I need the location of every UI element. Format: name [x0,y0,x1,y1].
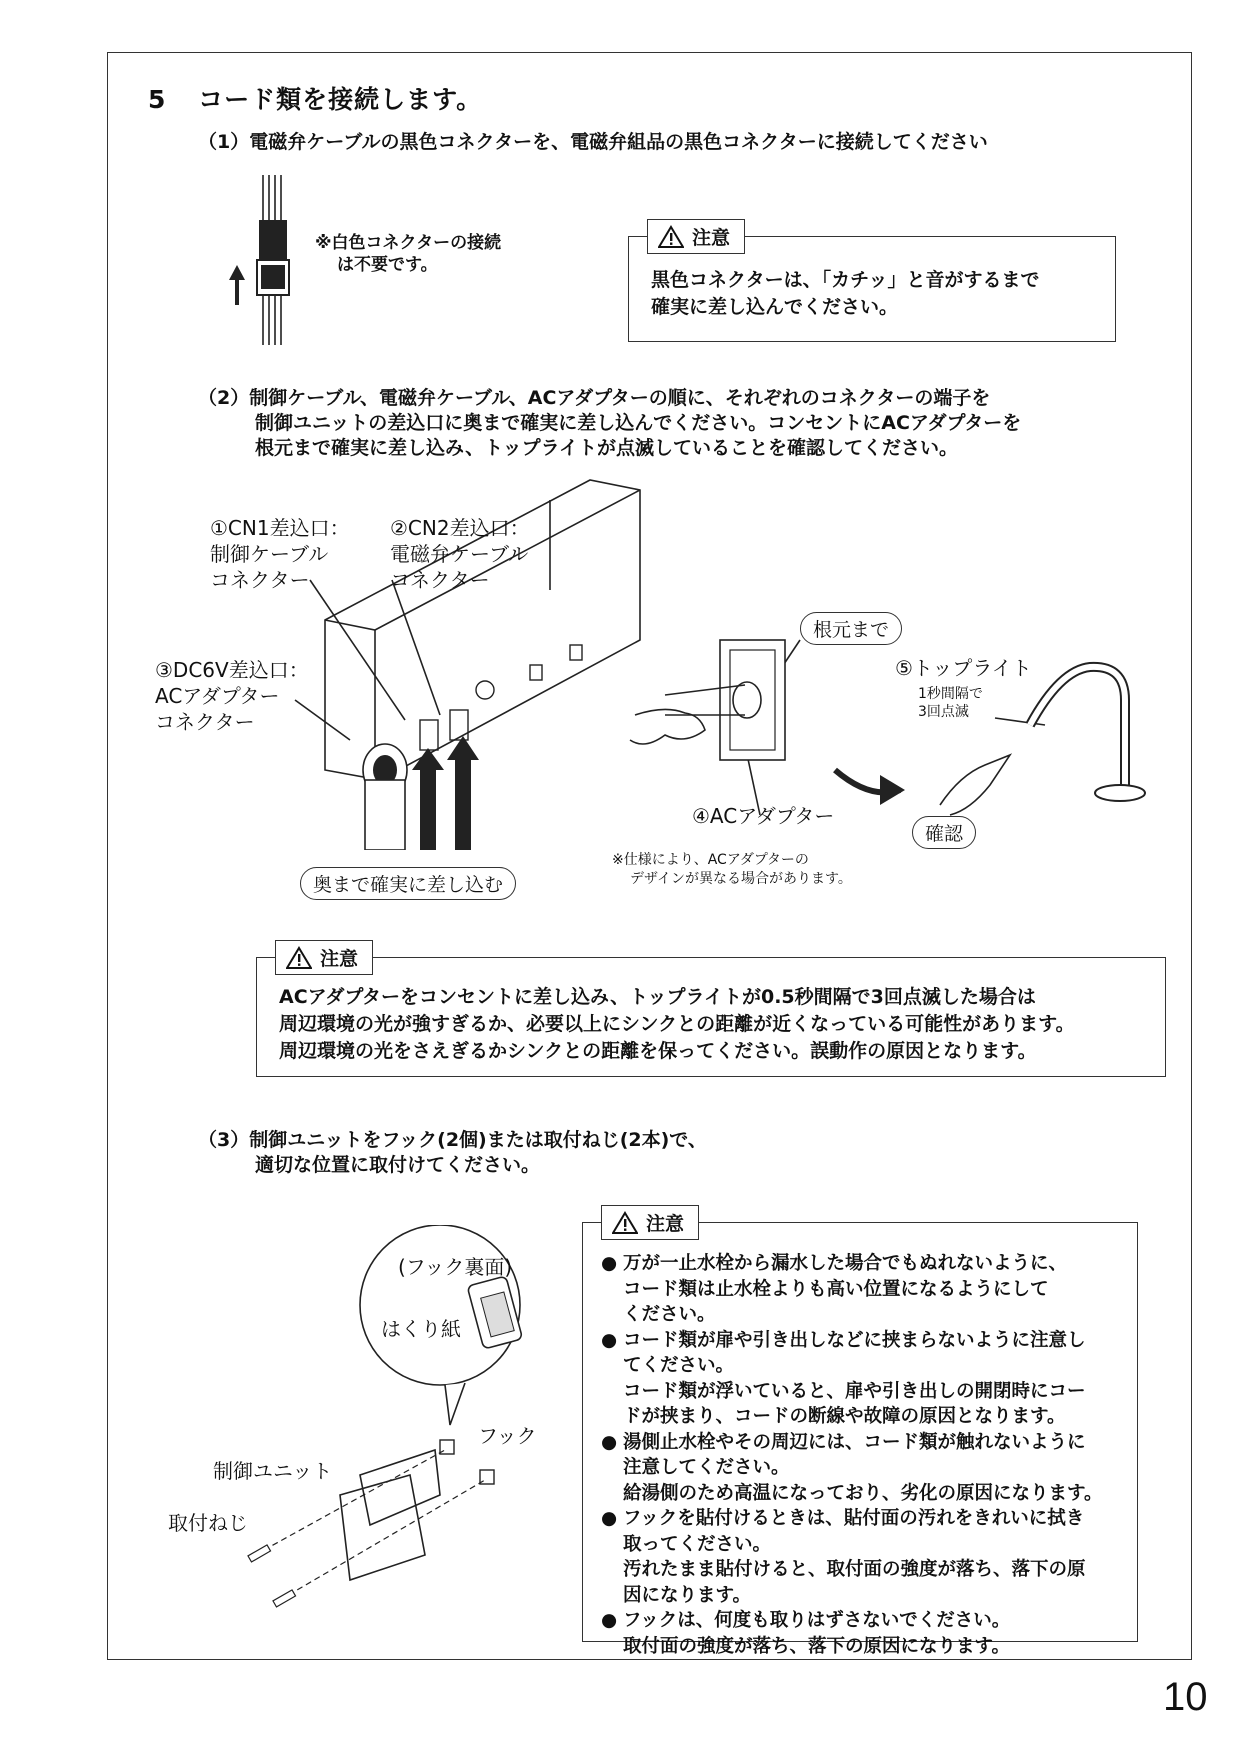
warning-icon [286,946,312,970]
page-number: 10 [1163,1675,1208,1719]
warning-icon [612,1211,638,1235]
caution-tab: 注意 [275,940,373,975]
ac-adapter-illustration [625,635,805,805]
caution-1-line1: 黒色コネクターは、「カチッ」と音がするまで [651,269,1040,291]
connector-illustration [225,170,325,350]
caution-1-line2: 確実に差し込んでください。 [651,296,899,318]
root-label: 根元まで [800,612,902,645]
white-connector-note: ※白色コネクターの接続 は不要です。 [315,233,502,275]
step1-text: （1）電磁弁ケーブルの黒色コネクターを、電磁弁組品の黒色コネクターに接続してください [198,131,988,153]
hook-back-label: (フック裏面) [398,1255,513,1279]
faucet-illustration [930,645,1160,825]
warning-icon [658,225,684,249]
control-unit-label: 制御ユニット [213,1459,333,1483]
section-heading [148,80,482,116]
hook-label: フック [478,1424,537,1448]
caution-tab: 注意 [601,1205,699,1240]
caution-2-line3: 周辺環境の光をさえぎるかシンクとの距離を保ってください。誤動作の原因となります。 [279,1040,1037,1062]
blink-note: 1秒間隔で 3回点滅 [918,686,983,720]
release-paper-label: はくり紙 [381,1317,461,1341]
list-item: ● 万が一止水栓から漏水した場合でもぬれないように、 コード類は止水栓よりも高い位置になるようにして ください。 [601,1253,1068,1325]
list-item: ● コード類が扉や引き出しなどに挟まらないように注意し てください。 コード類が浮いていると、扉や引き出しの開閉時にコー ドが挟まり、コードの断線や故障の原因となります。 [601,1329,1086,1427]
list-item: ● フックは、何度も取りはずさないでください。 取付面の強度が落ち、落下の原因になります。 [601,1610,1011,1657]
toplight-label: ⑤トップライト [895,656,1032,680]
section-number: 5 [148,85,167,114]
caution-2-line1: ACアダプターをコンセントに差し込み、トップライトが0.5秒間隔で3回点滅した場合は [279,986,1036,1008]
dc-label: ③DC6V差込口： ACアダプター コネクター [155,658,309,734]
caution-2-line2: 周辺環境の光が強すぎるか、必要以上にシンクとの距離が近くなっている可能性があります。 [279,1013,1075,1035]
list-item: ● 湯側止水栓やその周辺には、コード類が触れないように 注意してください。 給湯側のため高温になっており、劣化の原因になります。 [601,1431,1103,1504]
adapter-label: ④ACアダプター [692,804,835,828]
caution-box-3 [582,1213,1138,1657]
insert-label: 奥まで確実に差し込む [300,867,516,900]
list-item: ● フックを貼付けるときは、貼付面の汚れをきれいに拭き 取ってください。 汚れたまま貼付けると、取付面の強度が落ち、落下の原 因になります。 [601,1508,1086,1606]
caution-list [601,1251,1103,1659]
spec-note: ※仕様により、ACアダプターの デザインが異なる場合があります。 [612,852,852,887]
step2-text: （2）制御ケーブル、電磁弁ケーブル、ACアダプターの順に、それぞれのコネクターの端子を 制御ユニットの差込口に奥まで確実に差し込んでください。コンセントにACアダプターを 根元まで確実に差し込み、トップライトが点滅していることを確認してください。 [198,387,1022,459]
section-title: コード類を接続します。 [198,85,483,114]
confirm-label: 確認 [912,816,976,849]
caution-box-2 [256,948,1166,1077]
caution-tab: 注意 [647,219,745,254]
caution-box-1 [628,227,1116,342]
step3-text: （3）制御ユニットをフック(2個)または取付ねじ(2本)で、 適切な位置に取付けてください。 [198,1129,707,1176]
cn1-label: ①CN1差込口： 制御ケーブル コネクター [210,516,350,592]
cn2-label: ②CN2差込口： 電磁弁ケーブル コネクター [390,516,530,592]
screw-label: 取付ねじ [168,1511,248,1535]
